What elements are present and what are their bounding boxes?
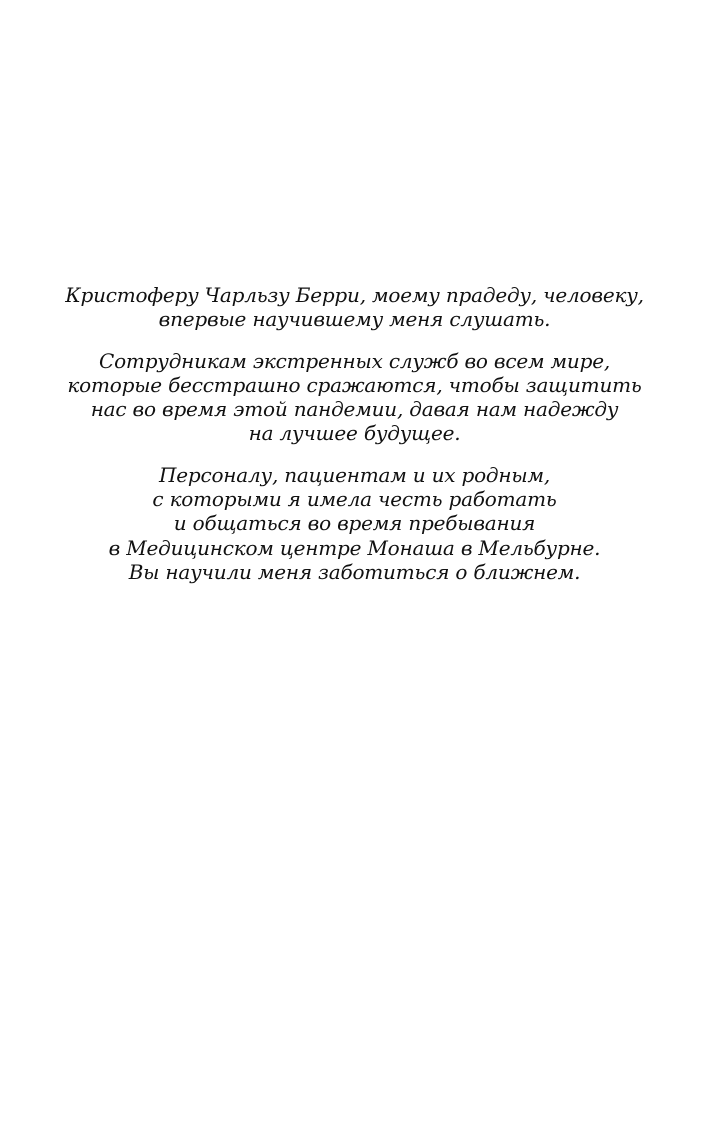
- dedication-line: Вы научили меня заботиться о ближнем.: [128, 559, 581, 584]
- dedication-line: Кристоферу Чарльзу Берри, моему прадеду, человеку,: [65, 283, 644, 307]
- dedication-stanza-2: [0, 349, 709, 446]
- dedication-line: впервые научившему меня слушать.: [158, 307, 551, 332]
- dedication-stanza-3: [0, 463, 709, 584]
- dedication-line: Сотрудникам экстренных служб во всем мире,: [98, 348, 611, 373]
- dedication-line: нас во время этой пандемии, давая нам надежду: [90, 397, 619, 422]
- dedication-line: и общаться во время пребывания: [173, 511, 536, 536]
- dedication-line: с которыми я имела честь работать: [152, 487, 557, 512]
- dedication-line: на лучшее будущее.: [248, 421, 461, 446]
- dedication-line: Персоналу, пациентам и их родным,: [158, 462, 551, 487]
- dedication-line: в Медицинском центре Монаша в Мельбурне.: [108, 535, 601, 560]
- dedication: [0, 283, 709, 601]
- dedication-stanza-1: [0, 283, 709, 332]
- dedication-line: которые бесстрашно сражаются, чтобы защитить: [67, 372, 642, 397]
